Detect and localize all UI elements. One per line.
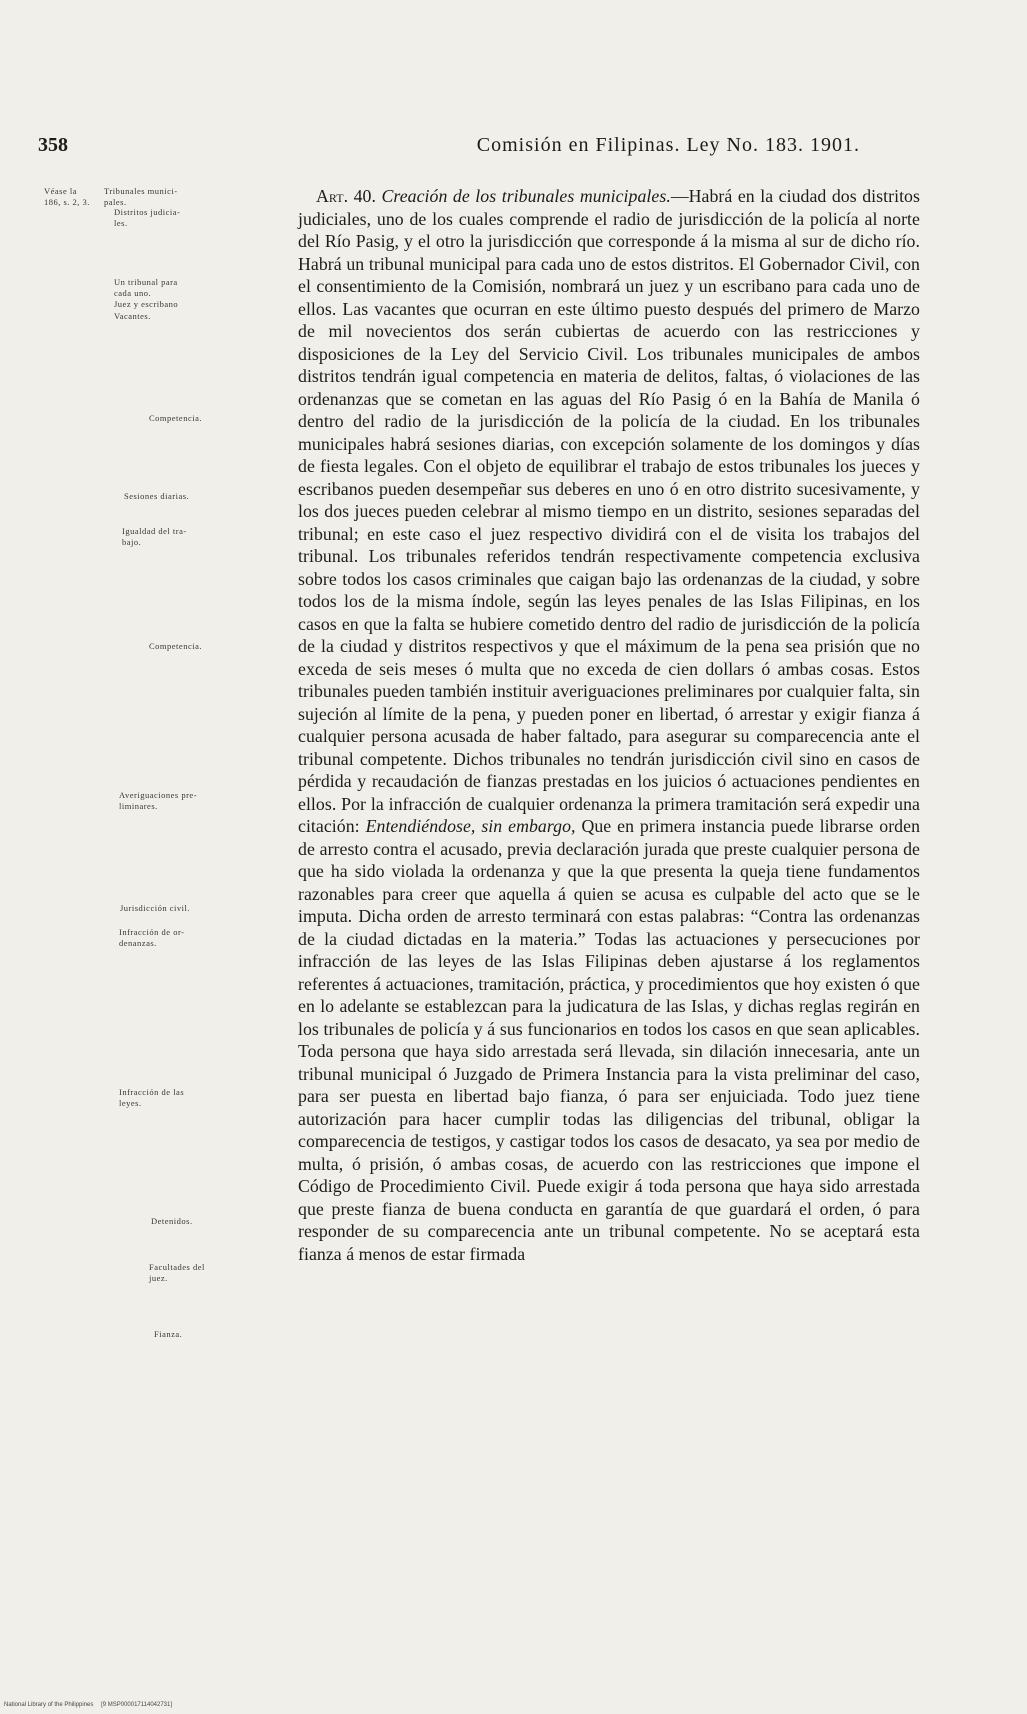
page-header [38, 134, 860, 164]
margin-note-line: Sesiones diarias. [124, 491, 190, 501]
margin-note-line: Un tribunal para [114, 277, 178, 287]
margin-note [114, 299, 294, 310]
margin-note-line: juez. [149, 1273, 168, 1283]
margin-note-line: Competencia. [149, 641, 202, 651]
margin-note-line: Competencia. [149, 413, 202, 423]
margin-note-line: Infracción de or- [119, 927, 185, 937]
margin-note-line: Jurisdicción civil. [120, 903, 190, 913]
margin-note [119, 927, 294, 949]
margin-note-line: Averiguaciones pre- [119, 790, 198, 800]
margin-note-line: liminares. [119, 801, 158, 811]
margin-note [122, 526, 294, 548]
running-title: Comisión en Filipinas. Ley No. 183. 1901. [476, 134, 860, 156]
margin-note [104, 186, 294, 208]
margin-note [151, 1216, 294, 1227]
margin-note-line: Juez y escribano [114, 299, 179, 309]
margin-note [114, 277, 294, 299]
page-number: 358 [38, 134, 68, 156]
margin-note-line: leyes. [119, 1098, 142, 1108]
margin-note-line: Véase la [44, 186, 78, 196]
article-paragraph [298, 185, 920, 1265]
article-label: Art. 40. [316, 186, 376, 206]
margin-note-line: pales. [104, 197, 127, 207]
footer-id: [9 MSP000017114042731] [101, 1702, 173, 1708]
margin-note-line: Fianza. [154, 1329, 183, 1339]
margin-note-line: Igualdad del tra- [122, 526, 187, 536]
margin-note-line: Tribunales munici- [104, 186, 178, 196]
margin-note-line: Vacantes. [114, 311, 151, 321]
article-body [298, 185, 920, 1265]
margin-note-line: bajo. [122, 537, 142, 547]
margin-note-line: Facultades del [149, 1262, 205, 1272]
scan-footer [4, 1702, 178, 1708]
margin-note-line: 186, s. 2, 3. [44, 197, 90, 207]
margin-note [154, 1329, 294, 1340]
margin-note [114, 311, 294, 322]
margin-note [149, 413, 294, 424]
margin-note-line: cada uno. [114, 288, 152, 298]
margin-note [149, 1262, 294, 1284]
margin-note [120, 903, 294, 914]
margin-note [119, 790, 294, 812]
margin-note [149, 641, 294, 652]
margin-note-line: Distritos judicia- [114, 207, 181, 217]
margin-note [119, 1087, 294, 1109]
article-text-continued: Que en primera instancia puede librarse orden de arresto contra el acusado, previa declaración jurada que preste cualquier persona de que ha sido violada la ordenanza y que la que presenta la queja tiene fundamentos razonables para creer que aquella á quien se acusa es culpable del acto que se le imputa. Dicha orden de arresto terminará con estas palabras: “Contra las ordenanzas de la ciudad dictadas en la materia.” Todas las actuaciones y persecuciones por infracción de las leyes de las Islas Filipinas deben ajustarse á los reglamentos referentes á actuaciones, tramitación, práctica, y procedimientos que hoy existen ó que en lo adelante se establezcan para la judicatura de las Islas, y dichas reglas regirán en los tribunales de policía y á sus funcionarios en todos los casos en que sean aplicables. Toda persona que haya sido arrestada será llevada, sin dilación innecesaria, ante un tribunal municipal ó Juzgado de Primera Instancia para la vista preliminar del caso, para ser puesta en libertad bajo fianza, ó para ser enjuiciada. Todo juez tiene autorización para hacer cumplir todas las diligencias del tribunal, obligar la comparecencia de testigos, y castigar todos los casos de desacato, ya sea por medio de multa, ó prisión, ó ambas cosas, de acuerdo con las restricciones que impone el Código de Procedimiento Civil. Puede exigir á toda persona que haya sido arrestada que preste fianza de buena conducta en garantía de que guardará el orden, ó para responder de su comparecencia ante un tribunal competente. No se aceptará esta fianza á menos de estar firmada [298, 816, 921, 1264]
proviso-italic: Entendiéndose, sin embargo, [365, 816, 576, 836]
margin-note-line: les. [114, 218, 128, 228]
margin-note-line: Infracción de las [119, 1087, 185, 1097]
margin-note [114, 207, 294, 229]
margin-note-line: denanzas. [119, 938, 157, 948]
footer-source: National Library of the Philippines [4, 1702, 94, 1708]
margin-note-line: Detenidos. [151, 1216, 193, 1226]
margin-notes [44, 186, 294, 1536]
article-text: —Habrá en la ciudad dos distritos judiciales, uno de los cuales comprende el radio de jurisdicción de la policía al norte del Río Pasig, y el otro la jurisdicción que corresponde á la misma al sur de dicho río. Habrá un tribunal municipal para cada uno de estos distritos. El Gobernador Civil, con el consentimiento de la Comisión, nombrará un juez y un escribano para cada uno de ellos. Las vacantes que ocurran en este último puesto después del primero de Marzo de mil novecientos dos serán cubiertas de acuerdo con las restricciones y disposiciones de la Ley del Servicio Civil. Los tribunales municipales de ambos distritos tendrán igual competencia en materia de delitos, faltas, ó violaciones de las ordenanzas que se cometan en las aguas del Río Pasig ó en la Bahía de Manila ó dentro del radio de la jurisdicción de la policía de la ciudad. En los tribunales municipales habrá sesiones diarias, con excepción solamente de los domingos y días de fiesta legales. Con el objeto de equilibrar el trabajo de estos tribunales los jueces y escribanos pueden desempeñar sus deberes en uno ó en otro distrito sucesivamente, y los dos jueces pueden celebrar al mismo tiempo en un distrito, sesiones separadas del tribunal; en este caso el juez respectivo dividirá con el de visita los trabajos del tribunal. Los tribunales referidos tendrán respectivamente competencia exclusiva sobre todos los casos criminales que caigan bajo las ordenanzas de la ciudad, y sobre todos los de la misma índole, según las leyes penales de las Islas Filipinas, en los casos en que la falta se hubiere cometido dentro del radio de jurisdicción de la policía de la ciudad y distritos respectivos y que el máximum de la pena sea prisión que no exceda de seis meses ó multa que no exceda de cien dollars ó ambas cosas. Estos tribunales pueden también instituir averiguaciones preliminares por cualquier falta, sin sujeción al límite de la pena, y pueden poner en libertad, ó arrestar y exigir fianza á cualquier persona acusada de haber faltado, para asegurar su comparecencia ante el tribunal competente. Dichos tribunales no tendrán jurisdicción civil sino en casos de pérdida y recaudación de fianzas prestadas en los juicios ó actuaciones pendientes en ellos. Por la infracción de cualquier ordenanza la primera tramitación será expedir una citación: [298, 186, 920, 836]
article-title: Creación de los tribunales municipales. [381, 186, 671, 206]
margin-note [124, 491, 294, 502]
